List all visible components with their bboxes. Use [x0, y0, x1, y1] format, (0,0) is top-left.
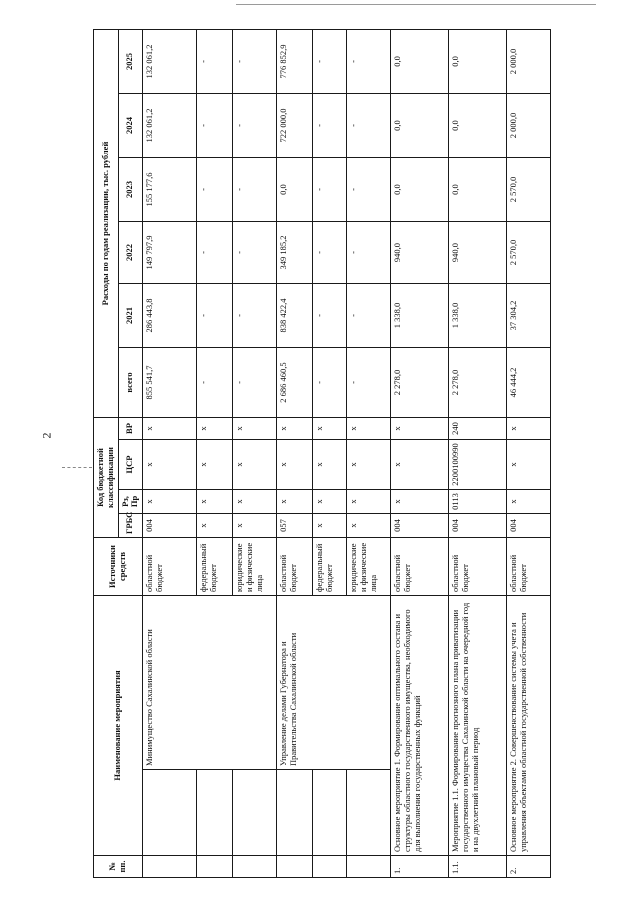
row-2021: - [197, 284, 233, 348]
row-total: 46 444,2 [507, 348, 551, 418]
row-csr: х [277, 440, 313, 490]
row-csr: 2200100990 [449, 440, 507, 490]
row-rzpr: х [313, 490, 347, 514]
row-csr: х [347, 440, 391, 490]
row-name-indent [313, 770, 347, 856]
header-2022: 2022 [118, 222, 143, 284]
row-source: федеральный бюджет [313, 538, 347, 596]
header-grbs: ГРБС [118, 514, 143, 538]
row-2025: 132 061,2 [143, 29, 197, 93]
row-2021: 37 304,2 [507, 284, 551, 348]
row-2024: - [347, 94, 391, 158]
row-2022: 149 797,9 [143, 222, 197, 284]
row-source: областной бюджет [277, 538, 313, 596]
row-2022: - [313, 222, 347, 284]
header-2025: 2025 [118, 29, 143, 93]
row-2022: 2 570,0 [507, 222, 551, 284]
row-grbs: 004 [449, 514, 507, 538]
row-2023: 2 570,0 [507, 158, 551, 222]
table-row [449, 29, 507, 877]
row-vr: х [347, 418, 391, 440]
page-number: 2 [39, 432, 54, 439]
row-source: областной бюджет [507, 538, 551, 596]
row-source: юридические и физические лица [233, 538, 277, 596]
row-2025: 776 852,9 [277, 29, 313, 93]
row-grbs: 057 [277, 514, 313, 538]
row-total: 2 686 460,5 [277, 348, 313, 418]
row-2023: - [233, 158, 277, 222]
row-2021: 1 338,0 [449, 284, 507, 348]
row-2023: - [197, 158, 233, 222]
scan-edge-line [236, 4, 596, 5]
row-2024: 722 000,0 [277, 94, 313, 158]
row-no [313, 856, 347, 878]
row-grbs: х [233, 514, 277, 538]
row-total: 2 278,0 [391, 348, 449, 418]
row-grbs: 004 [143, 514, 197, 538]
row-2023: 155 177,6 [143, 158, 197, 222]
row-name: Основное мероприятие 2. Совершенствование системы учета и управления объектами областной государственной собственности [507, 596, 551, 856]
row-no [277, 856, 313, 878]
row-no [347, 856, 391, 878]
row-2023: 0,0 [277, 158, 313, 222]
row-total: 855 541,7 [143, 348, 197, 418]
row-2025: - [233, 29, 277, 93]
row-vr: х [233, 418, 277, 440]
row-2021: - [233, 284, 277, 348]
row-2023: - [313, 158, 347, 222]
header-row-1 [94, 29, 119, 877]
row-rzpr: х [347, 490, 391, 514]
header-code-group: Код бюджетной классификации [94, 418, 119, 538]
row-rzpr: х [197, 490, 233, 514]
row-vr: 240 [449, 418, 507, 440]
header-total: всего [118, 348, 143, 418]
row-grbs: 004 [391, 514, 449, 538]
row-no [143, 856, 197, 878]
row-2021: 1 338,0 [391, 284, 449, 348]
row-name-indent [347, 770, 391, 856]
row-2024: - [313, 94, 347, 158]
row-csr: х [313, 440, 347, 490]
row-rzpr: х [391, 490, 449, 514]
budget-table [93, 29, 551, 878]
row-2022: 349 185,2 [277, 222, 313, 284]
row-2025: 2 000,0 [507, 29, 551, 93]
header-2024: 2024 [118, 94, 143, 158]
row-name-indent [233, 770, 277, 856]
row-vr: х [507, 418, 551, 440]
row-total: - [197, 348, 233, 418]
row-vr: х [197, 418, 233, 440]
row-vr: х [277, 418, 313, 440]
row-vr: х [143, 418, 197, 440]
table-row [277, 29, 313, 877]
row-name-indent [277, 770, 313, 856]
row-2024: 132 061,2 [143, 94, 197, 158]
row-2022: 940,0 [449, 222, 507, 284]
row-2021: 838 422,4 [277, 284, 313, 348]
row-rzpr: х [143, 490, 197, 514]
row-2021: - [347, 284, 391, 348]
row-2024: - [233, 94, 277, 158]
row-2024: 0,0 [449, 94, 507, 158]
row-total: - [347, 348, 391, 418]
row-rzpr: х [277, 490, 313, 514]
row-name: Основное мероприятие 1. Формирование оптимального состава и структуры областного государственного имущества, необходимого для выполнения государственных функций [391, 596, 449, 856]
row-source: областной бюджет [449, 538, 507, 596]
header-rzpr: Рз, Пр [118, 490, 143, 514]
scan-dash-mark [62, 467, 92, 468]
row-2025: - [197, 29, 233, 93]
table-row [507, 29, 551, 877]
row-2022: 940,0 [391, 222, 449, 284]
header-2021: 2021 [118, 284, 143, 348]
row-2023: - [347, 158, 391, 222]
row-no: 1. [391, 856, 449, 878]
header-source: Источники средств [94, 538, 143, 596]
header-2023: 2023 [118, 158, 143, 222]
row-source: областной бюджет [391, 538, 449, 596]
row-name: Управление делами Губернатора и Правительства Сахалинской области [277, 596, 391, 770]
row-2025: - [313, 29, 347, 93]
row-2022: - [197, 222, 233, 284]
header-csr: ЦСР [118, 440, 143, 490]
row-grbs: х [313, 514, 347, 538]
row-grbs: х [347, 514, 391, 538]
row-source: областной бюджет [143, 538, 197, 596]
row-csr: х [507, 440, 551, 490]
row-2022: - [233, 222, 277, 284]
header-no: № пп. [94, 856, 143, 878]
row-2024: - [197, 94, 233, 158]
row-total: - [313, 348, 347, 418]
row-2021: - [313, 284, 347, 348]
row-csr: х [233, 440, 277, 490]
row-csr: х [197, 440, 233, 490]
row-name: Мероприятие 1.1. Формирование прогнозного плана приватизации государственного имущества Сахалинской области на очередной год и на двухлетний плановый период [449, 596, 507, 856]
header-vr: ВР [118, 418, 143, 440]
row-2022: - [347, 222, 391, 284]
row-2025: 0,0 [449, 29, 507, 93]
row-no: 2. [507, 856, 551, 878]
row-name-indent [143, 770, 197, 856]
rotated-table-wrapper [93, 30, 575, 878]
row-vr: х [391, 418, 449, 440]
row-2023: 0,0 [449, 158, 507, 222]
row-2024: 0,0 [391, 94, 449, 158]
row-rzpr: х [233, 490, 277, 514]
row-2024: 2 000,0 [507, 94, 551, 158]
header-expense-group: Расходы по годам реализации, тыс. рублей [94, 29, 119, 417]
row-rzpr: 0113 [449, 490, 507, 514]
header-name: Наименование мероприятия [94, 596, 143, 856]
row-total: 2 278,0 [449, 348, 507, 418]
table-row [391, 29, 449, 877]
row-grbs: 004 [507, 514, 551, 538]
row-no [233, 856, 277, 878]
row-no: 1.1. [449, 856, 507, 878]
row-source: федеральный бюджет [197, 538, 233, 596]
row-total: - [233, 348, 277, 418]
row-vr: х [313, 418, 347, 440]
row-csr: х [391, 440, 449, 490]
table-row [143, 29, 197, 877]
row-2021: 286 443,8 [143, 284, 197, 348]
row-csr: х [143, 440, 197, 490]
row-2025: 0,0 [391, 29, 449, 93]
row-grbs: х [197, 514, 233, 538]
row-2025: - [347, 29, 391, 93]
row-2023: 0,0 [391, 158, 449, 222]
row-name-indent [197, 770, 233, 856]
row-no [197, 856, 233, 878]
row-rzpr: х [507, 490, 551, 514]
row-name: Минимущество Сахалинской области [143, 596, 277, 770]
row-source: юридические и физические лица [347, 538, 391, 596]
